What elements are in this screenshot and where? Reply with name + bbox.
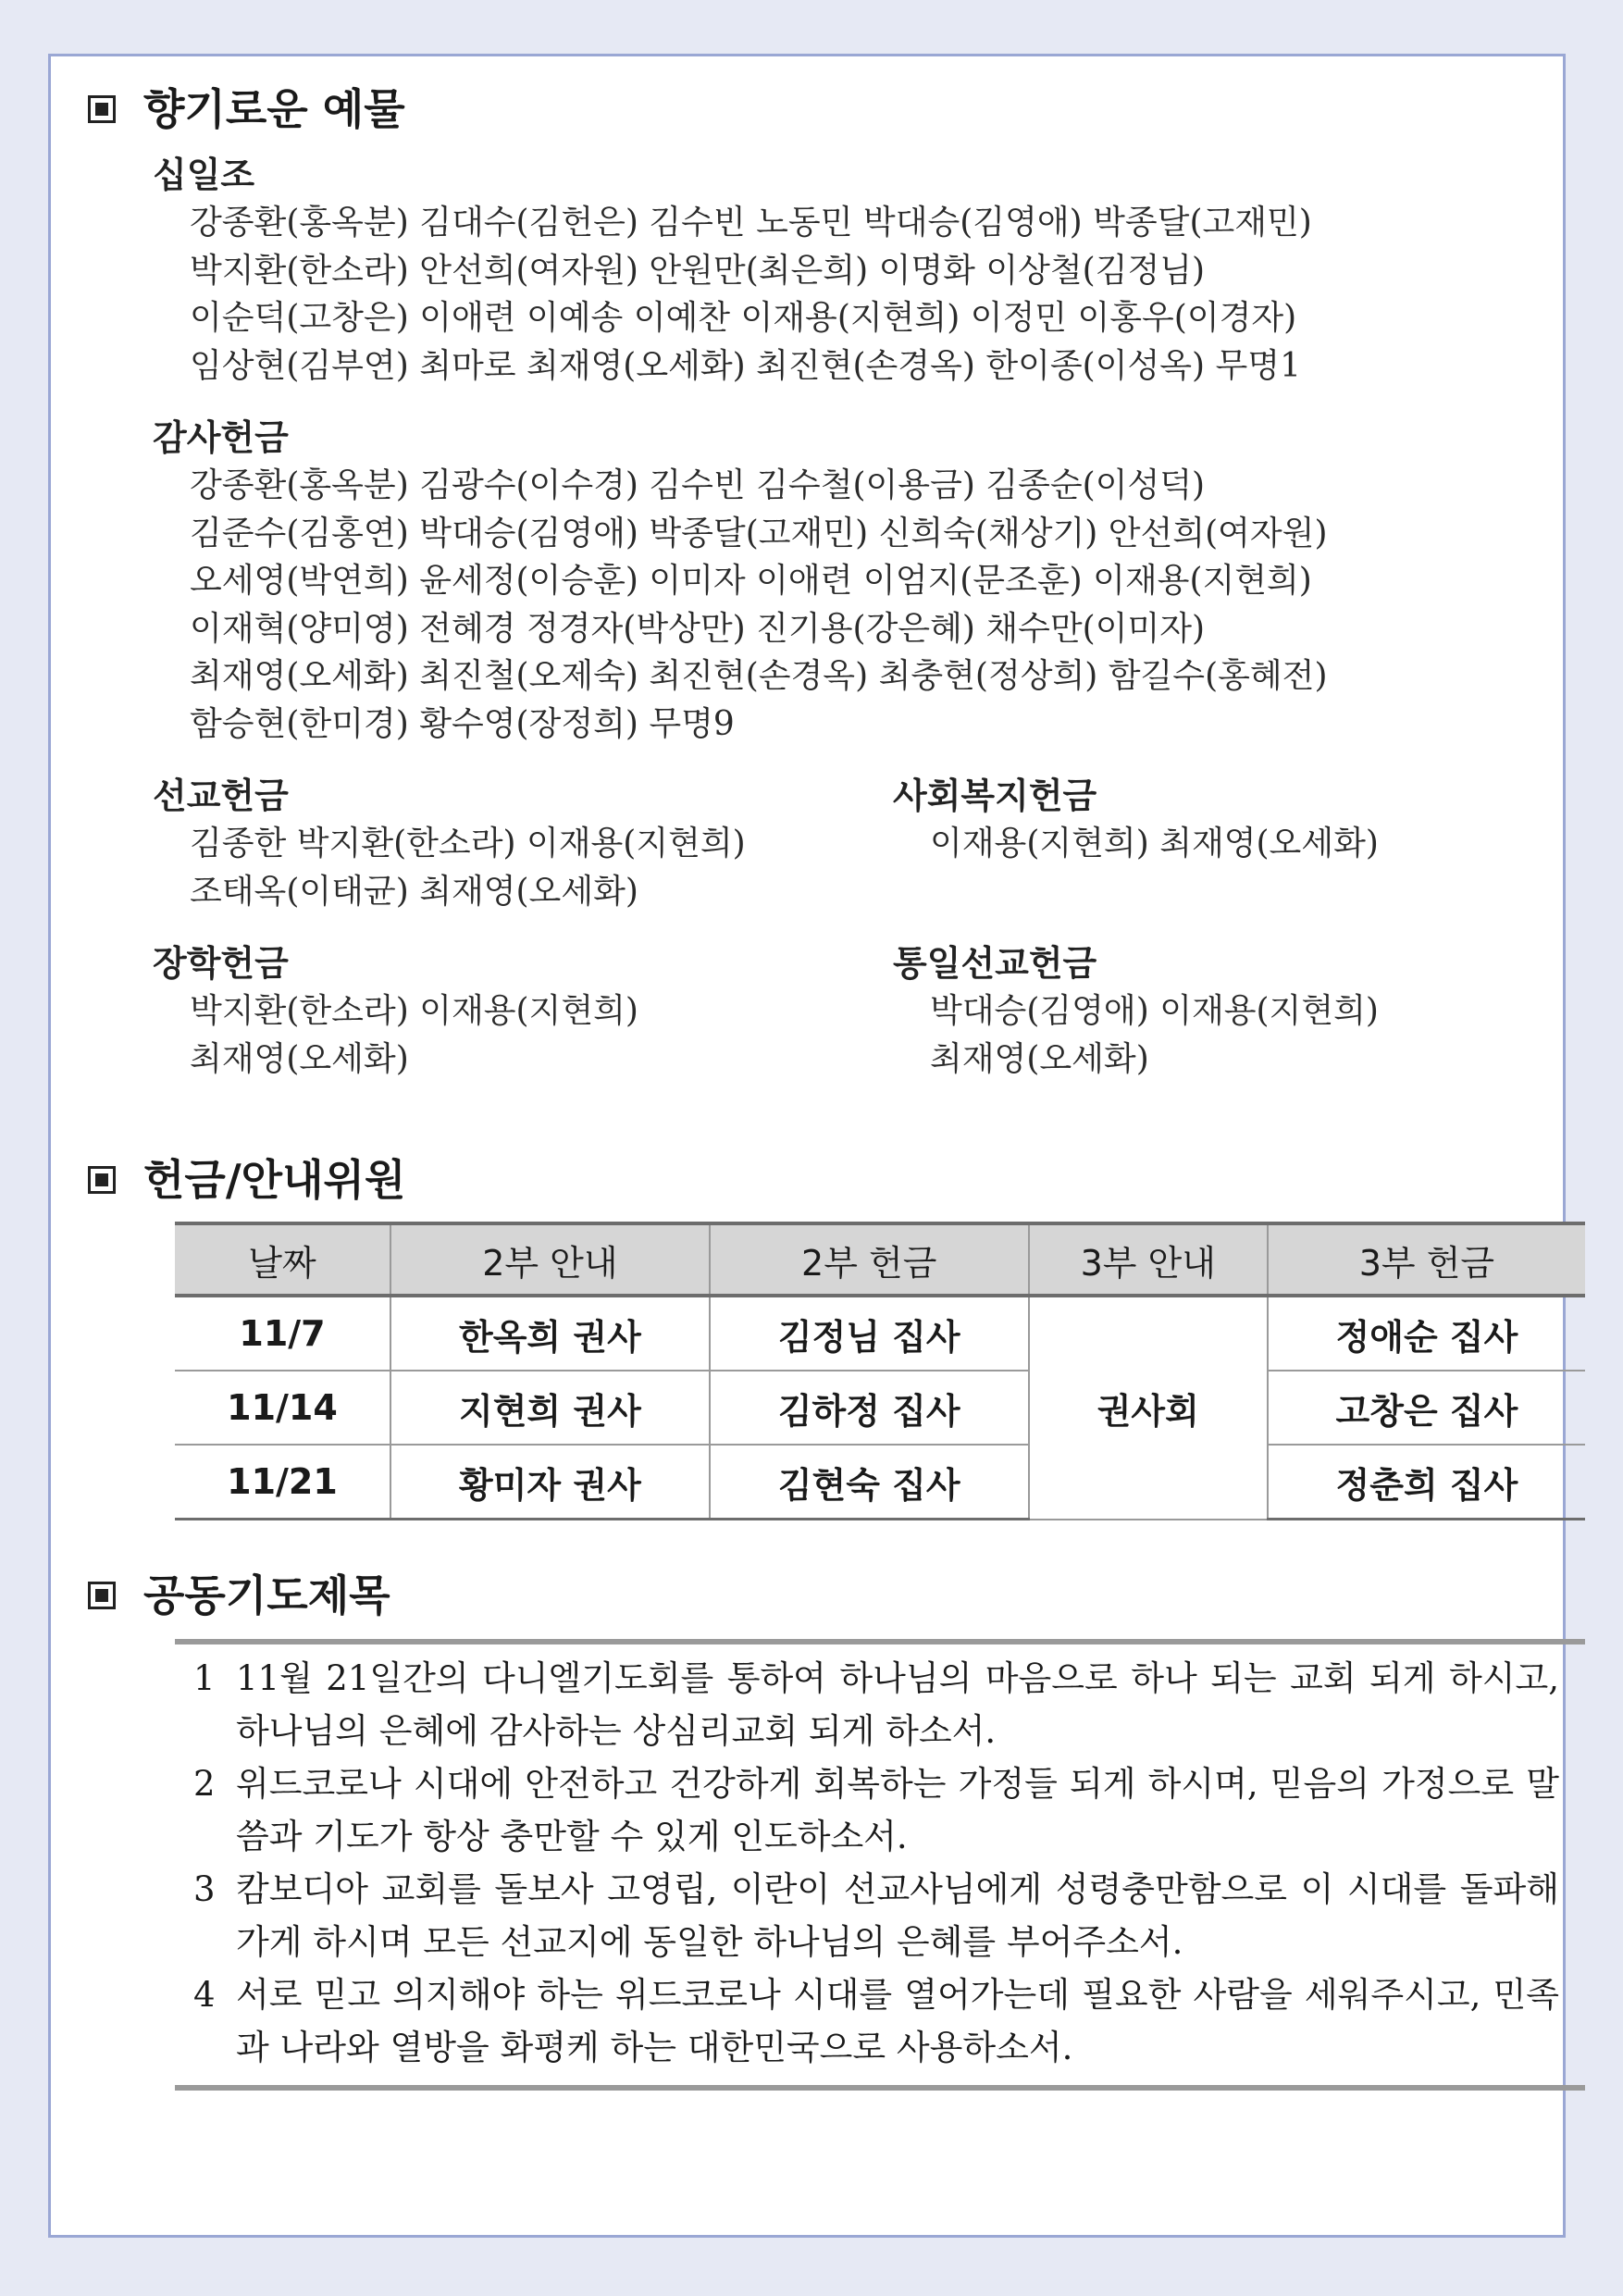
square-bullet-icon (88, 1582, 116, 1609)
header-cell: 날짜 (175, 1223, 390, 1296)
prayer-item (175, 1757, 1585, 1863)
scholarship-label: 장학헌금 (153, 943, 289, 984)
prayer-list (175, 1639, 1585, 2091)
section-title-prayer (88, 1563, 1535, 1628)
mission-label: 선교헌금 (153, 776, 289, 816)
prayer-text: 서로 믿고 의지해야 하는 위드코로나 시대를 열어가는데 필요한 사람을 세워주시고, 민족과 나라와 열방을 화평케 하는 대한민국으로 사용하소서. (236, 1975, 1559, 2067)
name-line: 최재영(오세화) (930, 1039, 1149, 1078)
name-line: 임상현(김부연) 최마로 최재영(오세화) 최진현(손경옥) 한이종(이성옥) 무명1 (190, 346, 1301, 385)
date-cell: 11/21 (175, 1445, 390, 1520)
guide2-cell: 지현희 권사 (390, 1371, 710, 1445)
thanks-group (153, 414, 1535, 748)
section-title-text: 향기로운 예물 (143, 84, 405, 134)
header-cell: 3부 헌금 (1268, 1223, 1585, 1296)
unification-names (930, 987, 1535, 1083)
header-cell: 2부 헌금 (710, 1223, 1029, 1296)
name-line: 오세영(박연희) 윤세정(이승훈) 이미자 이애련 이엄지(문조훈) 이재용(지현희) (190, 562, 1312, 600)
tithe-label: 십일조 (153, 155, 255, 195)
offering2-cell: 김정님 집사 (710, 1296, 1029, 1371)
name-line: 박지환(한소라) 이재용(지현희) (190, 992, 638, 1030)
name-line: 박지환(한소라) 안선희(여자원) 안원만(최은희) 이명화 이상철(김정님) (190, 251, 1206, 290)
name-line: 이순덕(고창은) 이애련 이예송 이예찬 이재용(지현희) 이정민 이홍우(이경자) (190, 299, 1297, 337)
name-line: 이재용(지현희) 최재영(오세화) (930, 825, 1379, 863)
name-line: 박대승(김영애) 이재용(지현희) (930, 992, 1379, 1030)
welfare-group (893, 772, 1535, 915)
header-cell: 2부 안내 (390, 1223, 710, 1296)
section-title-duty (88, 1148, 1535, 1212)
prayer-text: 11월 21일간의 다니엘기도회를 통하여 하나님의 마음으로 하나 되는 교회 되게 하시고, 하나님의 은혜에 감사하는 상심리교회 되게 하소서. (236, 1658, 1559, 1751)
date-cell: 11/7 (175, 1296, 390, 1371)
prayer-text: 캄보디아 교회를 돌보사 고영립, 이란이 선교사님에게 성령충만함으로 이 시대를 돌파해가게 하시며 모든 선교지에 동일한 하나님의 은혜를 부어주소서. (236, 1869, 1559, 1962)
mission-group (153, 772, 893, 915)
date-cell: 11/14 (175, 1371, 390, 1445)
prayer-text: 위드코로나 시대에 안전하고 건강하게 회복하는 가정들 되게 하시며, 믿음의 가정으로 말씀과 기도가 항상 충만할 수 있게 인도하소서. (236, 1764, 1559, 1856)
table-row (175, 1371, 1585, 1445)
table-header-row (175, 1223, 1585, 1296)
mission-welfare-row (153, 772, 1535, 915)
name-line: 최재영(오세화) (190, 1039, 409, 1078)
offering3-cell: 정애순 집사 (1268, 1296, 1585, 1371)
guide3-merged-cell: 권사회 (1029, 1296, 1268, 1520)
tithe-group (153, 151, 1535, 390)
name-line: 강종환(홍옥분) 김광수(이수경) 김수빈 김수철(이용금) 김종순(이성덕) (190, 466, 1206, 504)
welfare-names (930, 820, 1535, 868)
table-row (175, 1296, 1585, 1371)
section-title-text: 헌금/안내위원 (143, 1155, 406, 1205)
scholarship-names (190, 987, 893, 1083)
guide2-cell: 한옥희 권사 (390, 1296, 710, 1371)
welfare-label: 사회복지헌금 (893, 776, 1097, 816)
tithe-names (190, 199, 1535, 390)
prayer-item (175, 1968, 1585, 2074)
prayer-number: 2 (193, 1764, 216, 1804)
offering3-cell: 정춘희 집사 (1268, 1445, 1585, 1520)
thanks-names (190, 462, 1535, 748)
scholarship-group (153, 939, 893, 1083)
square-bullet-icon (88, 1166, 116, 1194)
offering2-cell: 김하정 집사 (710, 1371, 1029, 1445)
name-line: 최재영(오세화) 최진철(오제숙) 최진현(손경옥) 최충현(정상희) 함길수(홍혜전) (190, 657, 1328, 695)
offering3-cell: 고창은 집사 (1268, 1371, 1585, 1445)
duty-table (175, 1222, 1585, 1520)
square-bullet-icon (88, 95, 116, 123)
section-title-text: 공동기도제목 (143, 1570, 390, 1620)
table-row (175, 1445, 1585, 1520)
name-line: 이재혁(양미영) 전혜경 정경자(박상만) 진기용(강은혜) 채수만(이미자) (190, 609, 1206, 648)
page-content (88, 77, 1559, 2091)
prayer-number: 1 (193, 1658, 216, 1698)
name-line: 김준수(김홍연) 박대승(김영애) 박종달(고재민) 신희숙(채상기) 안선희(여자원) (190, 514, 1328, 552)
prayer-item (175, 1863, 1585, 1968)
offering2-cell: 김현숙 집사 (710, 1445, 1029, 1520)
unification-group (893, 939, 1535, 1083)
name-line: 조태옥(이태균) 최재영(오세화) (190, 872, 638, 911)
scholarship-unification-row (153, 939, 1535, 1083)
bulletin-page (48, 54, 1566, 2238)
section-title-offerings (88, 77, 1535, 142)
name-line: 김종한 박지환(한소라) 이재용(지현희) (190, 825, 746, 863)
thanks-label: 감사헌금 (153, 417, 289, 458)
guide2-cell: 황미자 권사 (390, 1445, 710, 1520)
prayer-item (175, 1652, 1585, 1757)
unification-label: 통일선교헌금 (893, 943, 1097, 984)
header-cell: 3부 안내 (1029, 1223, 1268, 1296)
prayer-number: 4 (193, 1975, 216, 2015)
prayer-number: 3 (193, 1869, 216, 1909)
mission-names (190, 820, 893, 915)
name-line: 함승현(한미경) 황수영(장정희) 무명9 (190, 704, 735, 743)
name-line: 강종환(홍옥분) 김대수(김헌은) 김수빈 노동민 박대승(김영애) 박종달(고재민) (190, 204, 1312, 242)
